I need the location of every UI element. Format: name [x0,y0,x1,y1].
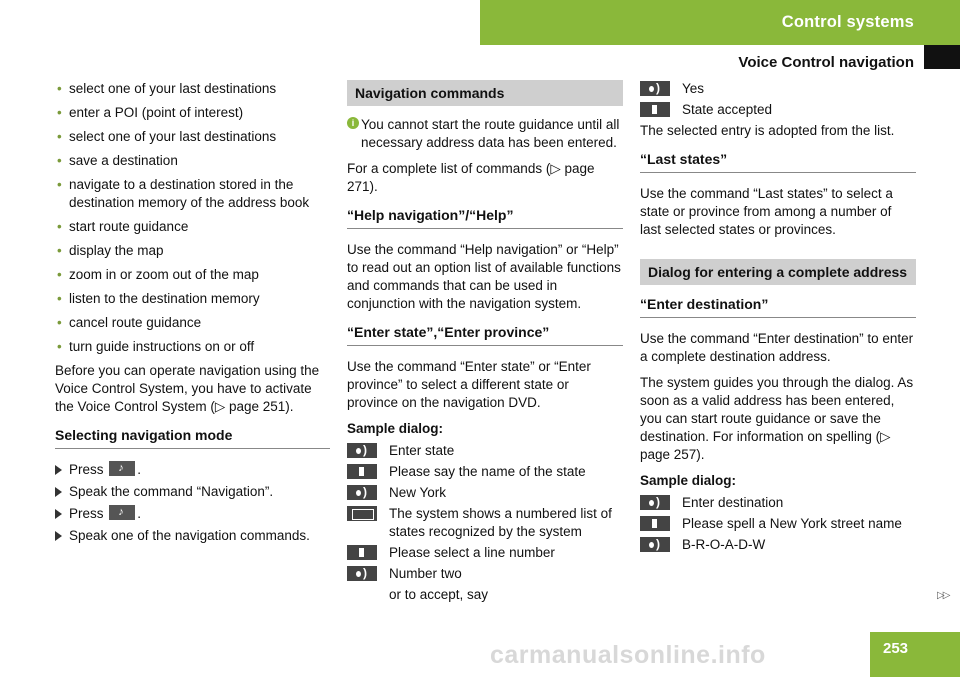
step-speak-command: Speak one of the navigation commands. [55,527,330,545]
bullet-dot-icon: • [57,153,62,168]
system-speech-icon [347,464,377,479]
enter-destination-heading: “Enter destination” [640,295,916,318]
step-press-1: Press ♪ . [55,461,330,479]
display-icon [347,506,377,521]
bullet-dot-icon: • [57,129,62,144]
sample-dialog-label: Sample dialog: [347,421,444,436]
dialog-line: The system shows a numbered list of states recognized by the system [347,505,623,541]
bullet-item: • display the map [57,243,164,258]
enter-destination-paragraph: Use the command “Enter destination” to enter a complete destination address. [640,331,914,364]
dialog-line: Please say the name of the state [347,463,623,481]
intro-paragraph: Before you can operate navigation using the Voice Control System, you have to activate the Voice Control System (▷ page 251). [55,363,320,414]
bullet-item: • enter a POI (point of interest) [57,105,244,120]
talk-button-icon [109,461,135,476]
column-2 [347,80,623,607]
user-speech-icon [640,495,670,510]
navigation-commands-heading: Navigation commands [347,80,623,106]
user-speech-icon [640,537,670,552]
page-number: 253 [883,640,909,657]
dialog-line: ) B-R-O-A-D-W [640,536,916,554]
continued-marker: ▷▷ [937,590,949,601]
arrow-icon [55,487,62,497]
user-speech-icon [640,81,670,96]
adopted-paragraph: The selected entry is adopted from the list. [640,123,895,138]
arrow-icon [55,531,62,541]
user-speech-icon [347,443,377,458]
dialog-line: or to accept, say [389,587,489,602]
user-speech-icon [347,566,377,581]
bullet-dot-icon: • [57,105,62,120]
selecting-navigation-heading: Selecting navigation mode [55,426,330,449]
bullet-item: • zoom in or zoom out of the map [57,267,259,282]
info-icon: i [347,117,359,129]
last-states-heading: “Last states” [640,150,916,173]
bullet-dot-icon: • [57,81,62,96]
user-speech-icon [347,485,377,500]
sample-dialog-continued [640,80,916,119]
bullet-item: • select one of your last destinations [57,81,277,96]
help-navigation-heading: “Help navigation”/“Help” [347,206,623,229]
dialog-line: ) Number two [347,565,623,583]
dialog-line: ) Enter destination [640,494,916,512]
section-title: Control systems [781,13,914,31]
dialog-line: ) New York [347,484,623,502]
last-states-paragraph: Use the command “Last states” to select a state or province from among a number of last selected states or provinces. [640,186,893,237]
arrow-icon [55,509,62,519]
system-speech-icon [640,102,670,117]
sample-dialog [347,442,623,604]
subsection-title: Voice Control navigation [738,54,914,71]
system-speech-icon [347,545,377,560]
arrow-icon [55,465,62,475]
column-3 [640,80,916,557]
bullet-item: • save a destination [57,153,178,168]
bullet-item: • cancel route guidance [57,315,202,330]
dialog-line: ) Yes [640,80,916,98]
dialog-line: Please select a line number [347,544,623,562]
system-speech-icon [640,516,670,531]
complete-address-heading: Dialog for entering a complete address [640,259,916,285]
bullet-dot-icon: • [57,339,62,354]
dialog-line: Please spell a New York street name [640,515,916,533]
sample-dialog [640,494,916,554]
bullet-dot-icon: • [57,177,62,192]
bullet-dot-icon: • [57,267,62,282]
watermark: carmanualsonline.info [490,641,766,669]
dialog-line: ) Enter state [347,442,623,460]
bullet-list [55,80,330,356]
bullet-dot-icon: • [57,291,62,306]
enter-state-paragraph: Use the command “Enter state” or “Enter province” to select a different state or province on the navigation DVD. [347,359,591,410]
help-paragraph: Use the command “Help navigation” or “Help” to read out an option list of available functions and commands that can be used in conjunction with the navigation system. [347,242,621,311]
bullet-item: • select one of your last destinations [57,129,277,144]
bullet-item: • navigate to a destination stored in the destination memory of the address book [57,177,310,210]
info-note: i You cannot start the route guidance until all necessary address data has been entered. [347,116,623,152]
column-1 [55,80,330,549]
bullet-dot-icon: • [57,243,62,258]
commands-list-reference: For a complete list of commands (▷ page 271). [347,161,595,194]
guide-paragraph: The system guides you through the dialog. As soon as a valid address has been entered, you can start route guidance or save the destination. For information on spelling (▷ page 257). [640,375,914,462]
step-press-2: Press ♪ . [55,505,330,523]
bullet-dot-icon: • [57,315,62,330]
sample-dialog-label: Sample dialog: [640,473,737,488]
bullet-item: • listen to the destination memory [57,291,260,306]
page-edge-tab [924,45,960,69]
bullet-item: • start route guidance [57,219,189,234]
dialog-line: State accepted [640,101,916,119]
step-speak-navigation: Speak the command “Navigation”. [55,483,330,501]
bullet-dot-icon: • [57,219,62,234]
talk-button-icon [109,505,135,520]
enter-state-heading: “Enter state”,“Enter province” [347,323,623,346]
bullet-item: • turn guide instructions on or off [57,339,255,354]
